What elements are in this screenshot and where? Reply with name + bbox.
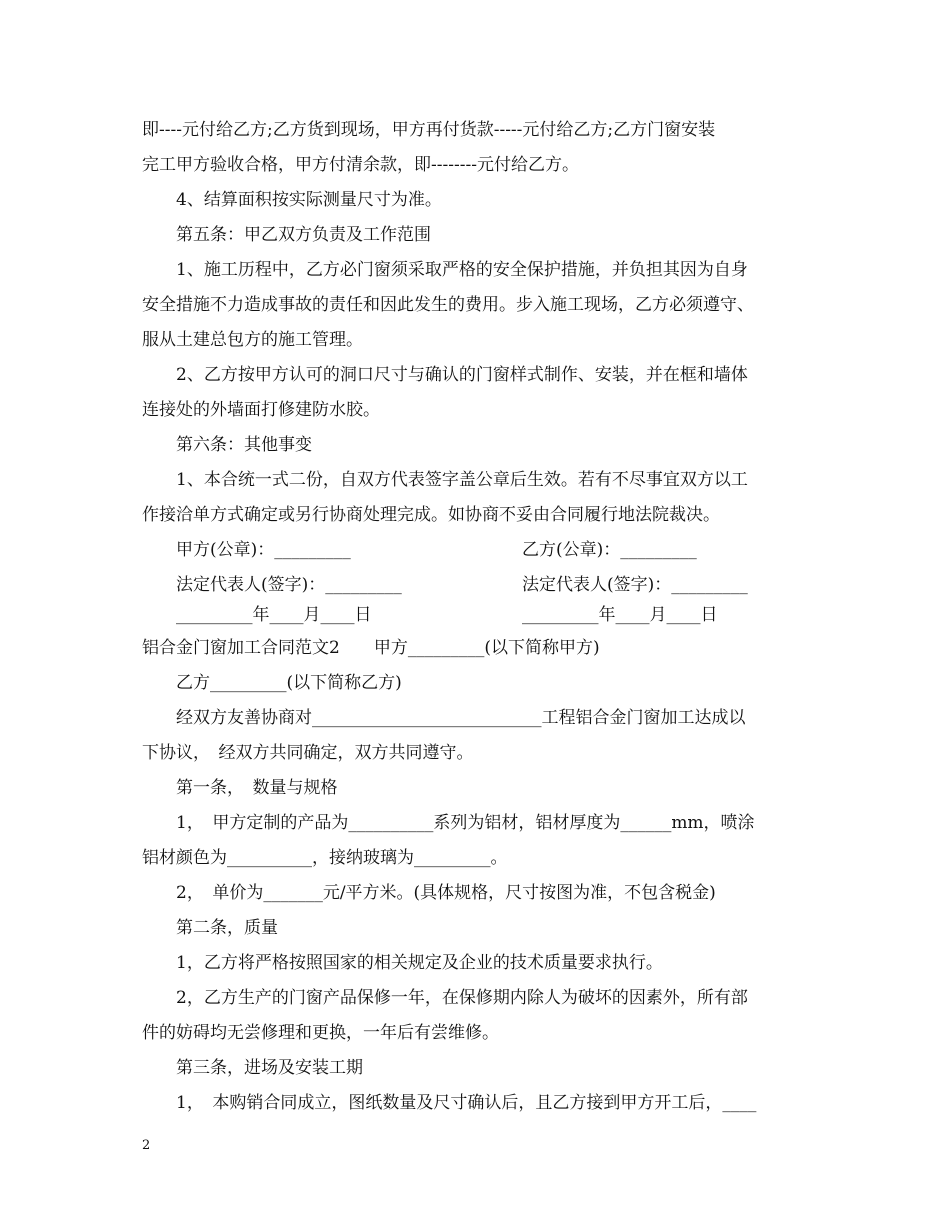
text-line: 1、施工历程中，乙方必门窗须采取严格的安全保护措施，并负担其因为自身 xyxy=(176,260,748,280)
text-line: 经双方友善协商对___________________________工程铝合金门窗加工达成以 xyxy=(176,708,746,728)
signature-date-b: _________年____月____日 xyxy=(522,605,718,625)
text-line: 4、结算面积按实际测量尺寸为准。 xyxy=(176,190,442,210)
text-line: 2，乙方生产的门窗产品保修一年，在保修期内除人为破坏的因素外，所有部 xyxy=(176,988,748,1008)
signature-party-b: 乙方(公章)：_________ xyxy=(522,540,697,560)
text-line: 1、本合统一式二份，自双方代表签字盖公章后生效。若有不尽事宜双方以工 xyxy=(176,470,748,490)
text-line: 1，乙方将严格按照国家的相关规定及企业的技术质量要求执行。 xyxy=(176,953,663,973)
text-line: 安全措施不力造成事故的责任和因此发生的费用。步入施工现场，乙方必须遵守、 xyxy=(142,295,754,315)
page-number: 2 xyxy=(142,1138,151,1153)
signature-rep-b: 法定代表人(签字)：_________ xyxy=(522,575,748,595)
section-heading: 第六条：其他事变 xyxy=(176,435,312,455)
section-heading: 第一条， 数量与规格 xyxy=(176,778,338,798)
text-line: 1， 本购销合同成立，图纸数量及尺寸确认后，且乙方接到甲方开工后，____ xyxy=(176,1093,757,1113)
text-line: 服从土建总包方的施工管理。 xyxy=(142,330,363,350)
section-heading: 第五条：甲乙双方负责及工作范围 xyxy=(176,225,431,245)
text-line: 连接处的外墙面打修建防水胶。 xyxy=(142,400,380,420)
text-line: 作接洽单方式确定或另行协商处理完成。如协商不妥由合同履行地法院裁决。 xyxy=(142,505,720,525)
document-title: 铝合金门窗加工合同范文2 甲方_________(以下简称甲方) xyxy=(142,638,600,658)
signature-date-a: _________年____月____日 xyxy=(176,605,372,625)
section-heading: 第三条，进场及安装工期 xyxy=(176,1058,363,1078)
text-line: 2、乙方按甲方认可的洞口尺寸与确认的门窗样式制作、安装，并在框和墙体 xyxy=(176,365,748,385)
text-line: 乙方_________(以下简称乙方) xyxy=(176,673,402,693)
text-line: 1， 甲方定制的产品为__________系列为铝材，铝材厚度为______mm，喷涂 xyxy=(176,813,755,833)
signature-party-a: 甲方(公章)：_________ xyxy=(176,540,351,560)
text-line: 即----元付给乙方;乙方货到现场，甲方再付货款-----元付给乙方;乙方门窗安装 xyxy=(142,120,716,140)
section-heading: 第二条，质量 xyxy=(176,918,278,938)
text-line: 2， 单价为_______元/平方米。(具体规格，尺寸按图为准，不包含税金) xyxy=(176,883,716,903)
text-line: 件的妨碍均无尝修理和更换，一年后有尝维修。 xyxy=(142,1023,499,1043)
text-line: 下协议， 经双方共同确定，双方共同遵守。 xyxy=(142,743,474,763)
text-line: 铝材颜色为__________，接纳玻璃为_________。 xyxy=(142,848,508,868)
signature-rep-a: 法定代表人(签字)：_________ xyxy=(176,575,402,595)
text-line: 完工甲方验收合格，甲方付清余款，即--------元付给乙方。 xyxy=(142,155,579,175)
